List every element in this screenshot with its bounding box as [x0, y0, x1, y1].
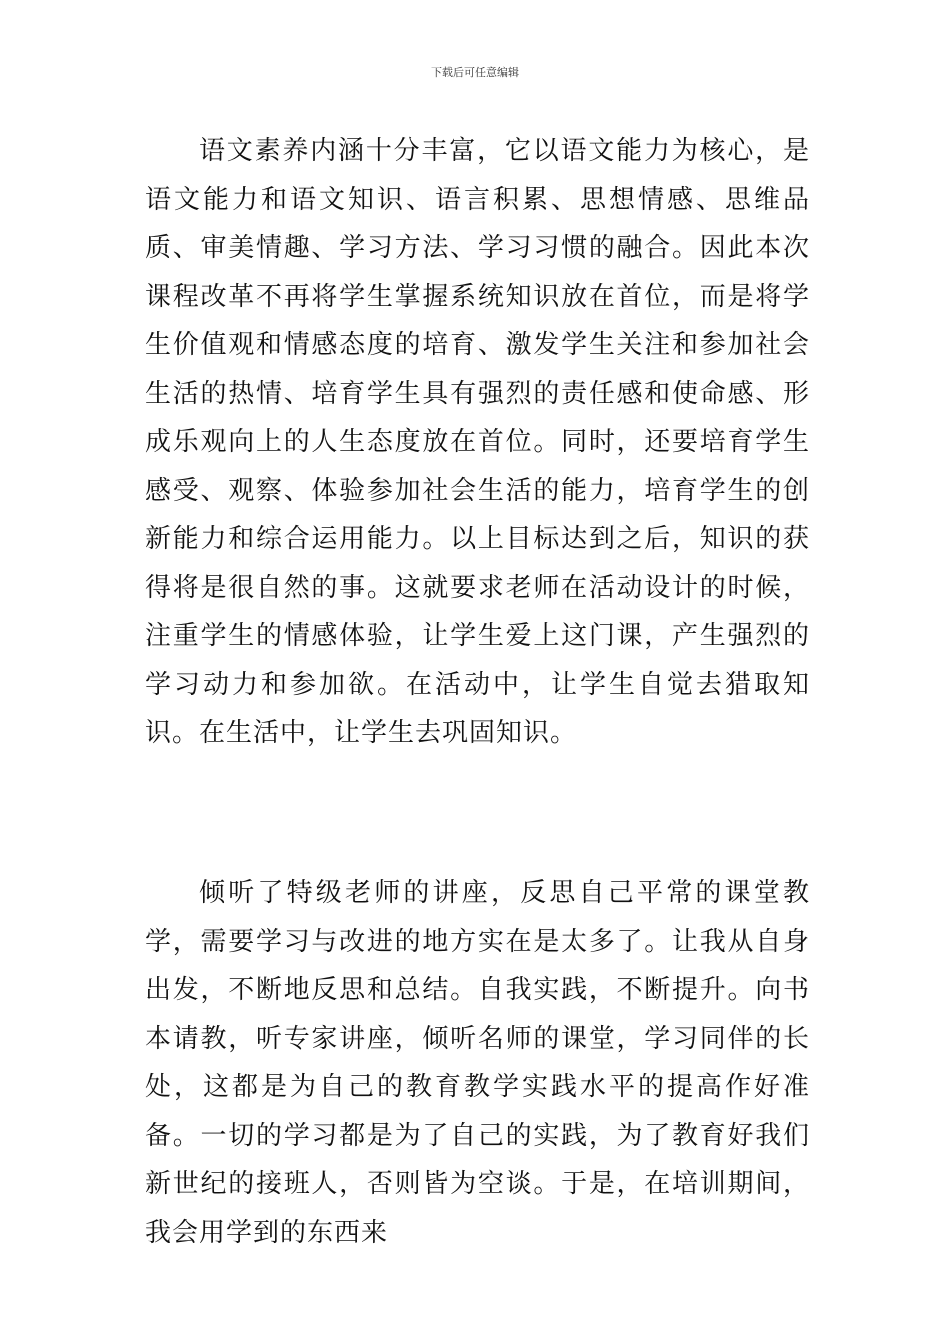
paragraph-1: 语文素养内涵十分丰富，它以语文能力为核心，是语文能力和语文知识、语言积累、思想情感、思维品质、审美情趣、学习方法、学习习惯的融合。因此本次课程改革不再将学生掌握系统知识放在首位，而是将学生价值观和情感态度的培育、激发学生关注和参加社会生活的热情、培育学生具有强烈的责任感和使命感、形成乐观向上的人生态度放在首位。同时，还要培育学生感受、观察、体验参加社会生活的能力，培育学生的创新能力和综合运用能力。以上目标达到之后，知识的获得将是很自然的事。这就要求老师在活动设计的时候，注重学生的情感体验，让学生爱上这门课，产生强烈的学习动力和参加欲。在活动中，让学生自觉去猎取知识。在生活中，让学生去巩固知识。	[145, 136, 810, 748]
paragraph-2: 倾听了特级老师的讲座，反思自己平常的课堂教学，需要学习与改进的地方实在是太多了。让我从自身出发，不断地反思和总结。自我实践，不断提升。向书本请教，听专家讲座，倾听名师的课堂，学习同伴的长处，这都是为自己的教育教学实践水平的提高作好准备。一切的学习都是为了自己的实践，为了教育好我们新世纪的接班人，否则皆为空谈。于是，在培训期间，我会用学到的东西来	[145, 878, 810, 1248]
header-note: 下载后可任意编辑	[431, 66, 519, 79]
